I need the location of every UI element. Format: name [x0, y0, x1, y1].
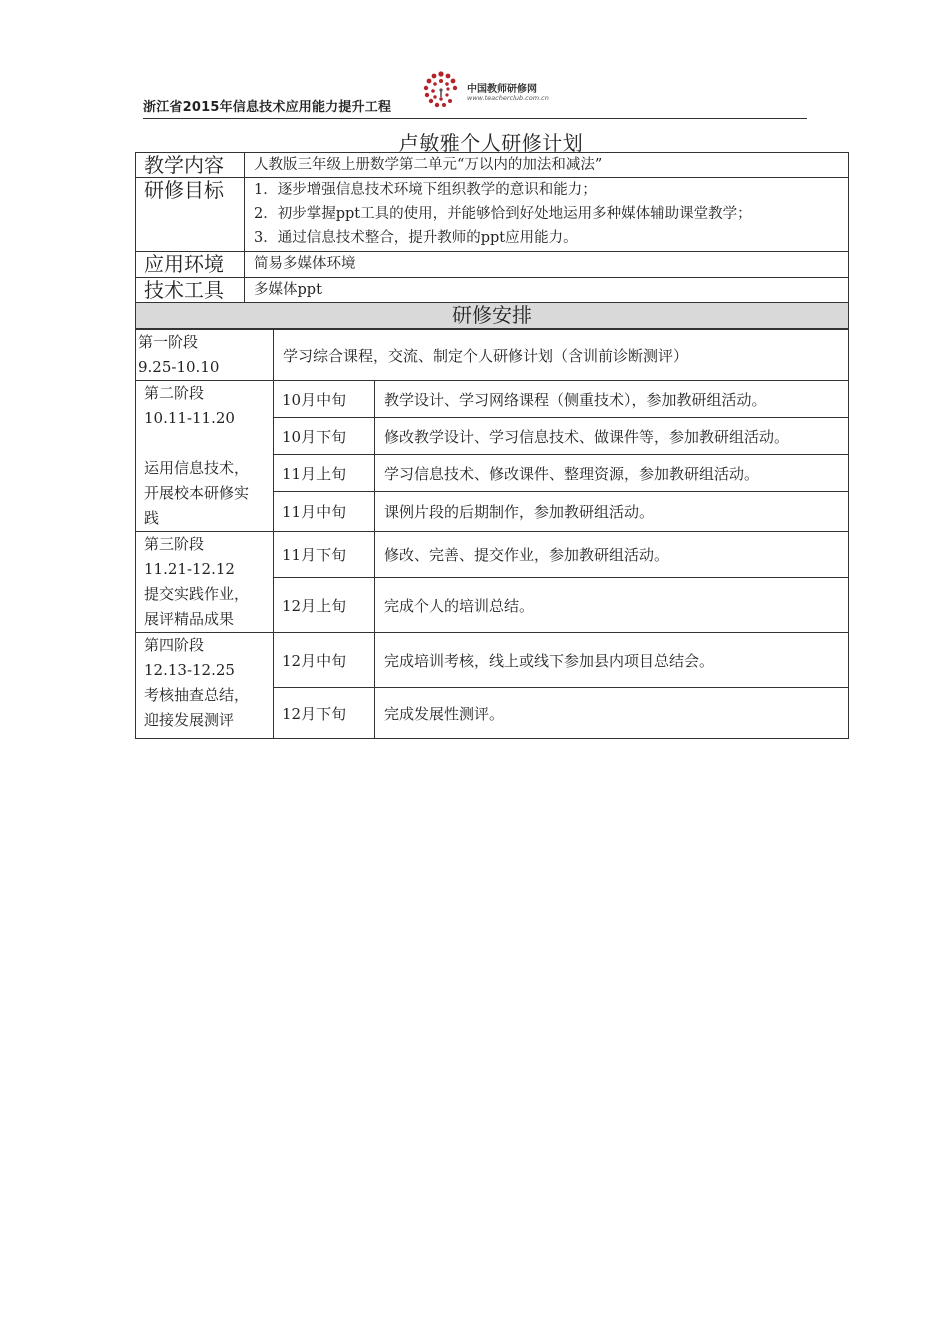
stage-line: 12.13-12.25 [144, 661, 235, 679]
env-row [136, 252, 849, 278]
schedule-table [135, 329, 849, 739]
task-cell: 完成个人的培训总结。 [375, 578, 849, 633]
period-cell: 12月上旬 [274, 578, 375, 633]
task-cell: 课例片段的后期制作，参加教研组活动。 [375, 492, 849, 532]
stage-line: 10.11-11.20 [144, 409, 235, 427]
stage-line: 11.21-12.12 [144, 560, 235, 578]
stage-line: 运用信息技术， [144, 459, 250, 477]
period-cell: 11月中旬 [274, 492, 375, 532]
period-cell: 10月下旬 [274, 418, 375, 455]
stage-line: 第一阶段 [138, 333, 199, 351]
logo-url: www.teacherclub.com.cn [467, 94, 549, 102]
stage-line: 展评精品成果 [144, 610, 235, 628]
task-cell: 修改、完善、提交作业，参加教研组活动。 [375, 532, 849, 578]
content-row [136, 153, 849, 178]
stage-line: 9.25-10.10 [138, 358, 220, 376]
content-label: 教学内容 [136, 153, 245, 178]
period-cell: 11月下旬 [274, 532, 375, 578]
logo [419, 70, 569, 112]
stage-line: 践 [144, 509, 160, 527]
tools-label: 技术工具 [136, 278, 245, 303]
stage-2-cell [136, 381, 274, 532]
stage-3-cell [136, 532, 274, 633]
period-cell: 12月下旬 [274, 688, 375, 739]
env-label: 应用环境 [136, 252, 245, 278]
stage-line: 考核抽查总结， [144, 686, 250, 704]
content-value: 人教版三年级上册数学第二单元“万以内的加法和减法” [245, 153, 849, 178]
tools-value: 多媒体ppt [245, 278, 849, 303]
logo-name: 中国教师研修网 [467, 84, 537, 95]
schedule-row [136, 532, 849, 578]
task-cell: 教学设计、学习网络课程（侧重技术），参加教研组活动。 [375, 381, 849, 418]
goals-row [136, 178, 849, 252]
stage-line: 第二阶段 [144, 384, 205, 402]
document-title: 卢敏雅个人研修计划 [398, 131, 584, 155]
goal-item: 1．逐步增强信息技术环境下组织教学的意识和能力； [254, 182, 597, 198]
task-cell: 学习信息技术、修改课件、整理资源，参加教研组活动。 [375, 455, 849, 492]
stage-line: 迎接发展测评 [144, 711, 235, 729]
stage-1-cell [136, 330, 274, 381]
goal-item: 2．初步掌握ppt工具的使用，并能够恰到好处地运用多种媒体辅助课堂教学； [254, 206, 752, 222]
schedule-row [136, 633, 849, 688]
plan-info-table [135, 152, 849, 329]
stage-line: 开展校本研修实 [144, 484, 250, 502]
arrangement-row [136, 303, 849, 329]
tools-row [136, 278, 849, 303]
task-cell: 完成培训考核，线上或线下参加县内项目总结会。 [375, 633, 849, 688]
period-cell: 11月上旬 [274, 455, 375, 492]
stage-line: 提交实践作业， [144, 585, 250, 603]
project-title: 浙江省2015年信息技术应用能力提升工程 [143, 100, 392, 115]
goals-list [245, 178, 849, 252]
stage-line [144, 431, 273, 456]
stage-4-cell [136, 633, 274, 739]
goal-item: 3．通过信息技术整合，提升教师的ppt应用能力。 [254, 230, 578, 246]
stage-1-row [136, 330, 849, 381]
period-cell: 12月中旬 [274, 633, 375, 688]
flower-dots-logo-icon [419, 70, 463, 112]
env-value: 简易多媒体环境 [245, 252, 849, 278]
stage-1-task: 学习综合课程，交流、制定个人研修计划（含训前诊断测评） [274, 330, 849, 381]
schedule-row [136, 381, 849, 418]
task-cell: 修改教学设计、学习信息技术、做课件等，参加教研组活动。 [375, 418, 849, 455]
stage-line: 第三阶段 [144, 535, 205, 553]
page-header [143, 66, 807, 119]
goals-label: 研修目标 [136, 178, 245, 252]
period-cell: 10月中旬 [274, 381, 375, 418]
task-cell: 完成发展性测评。 [375, 688, 849, 739]
arrangement-header: 研修安排 [136, 303, 849, 329]
stage-line: 第四阶段 [144, 636, 205, 654]
